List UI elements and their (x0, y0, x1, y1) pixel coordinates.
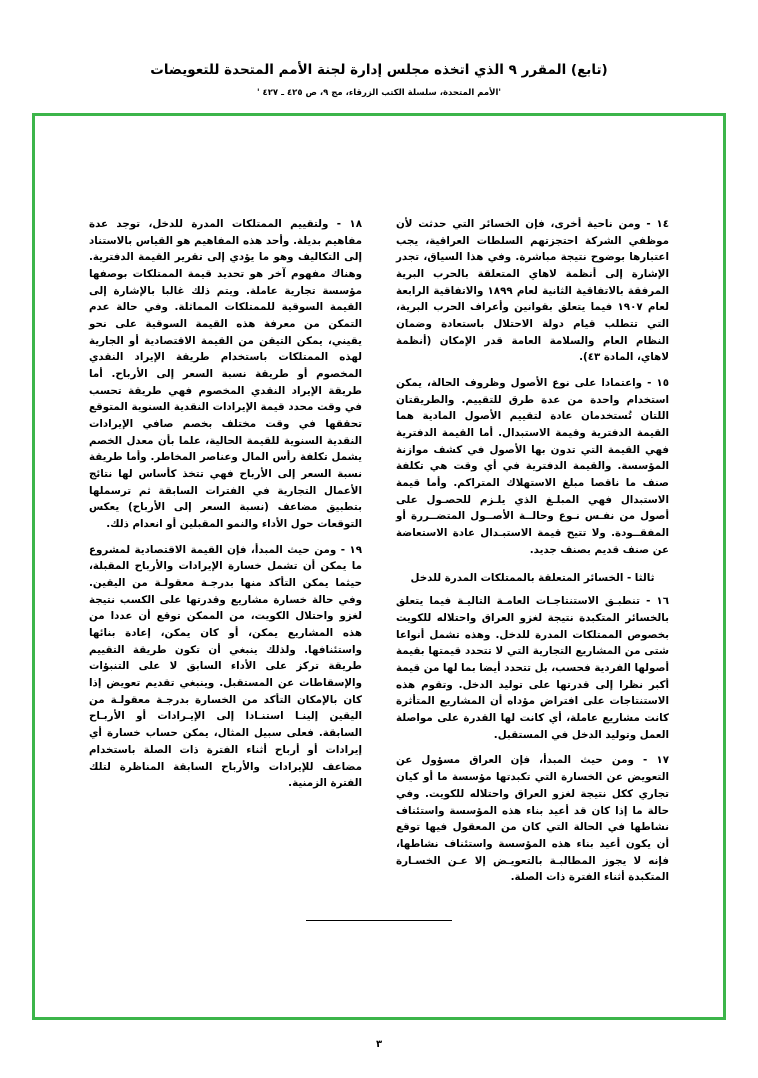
page-title: (تابع) المقرر ٩ الذي اتخذه مجلس إدارة لجنة الأمم المتحدة للتعويضات (150, 62, 608, 78)
page-subtitle: 'الأمم المتحدة، سلسلة الكتب الزرقاء، مج ٩، ص ٤٢٥ ـ ٤٢٧ ' (256, 88, 502, 98)
content-frame (32, 113, 726, 1020)
column-right (396, 216, 669, 895)
column-left (89, 216, 362, 895)
rule-line (306, 920, 452, 921)
paragraph-15: ١٥ - واعتمادا على نوع الأصول وظروف الحالة، يمكن استخدام واحدة من عدة طرق للتقييم. والطريقتان اللتان تُستخدمان عادة لتقييم الأصول المادية هما القيمة الدفترية وقيمة الاستبدال. أما القيمة الدفترية فهي القيمة التي تدون بها الأصول في كشف موازنة المؤسسة. والقيمة الدفترية في أي وقت هي تكلفة صنف ما ناقصا مبلغ الاستهلاك المتراكم. وأما قيمة الاستبدال فهي المبلـغ الذي يلـزم للحصـول على أصول من نفـس نـوع وحالــة الأصــول المتضــررة أو المفقــودة. ولا تتيح قيمة الاستبـدال عادة الاستعاضة عن صنف قديم بصنف جديد. (396, 377, 669, 556)
paragraph-19: ١٩ - ومن حيث المبدأ، فإن القيمة الاقتصادية لمشروع ما يمكن أن تشمل خسارة الإيرادات والأرباح المقبلة، حيثما يمكن التأكد منها بدرجـة معقولـة من اليقين. وفي حالة خسارة مشاريع وقدرتها على الكسب نتيجة لغزو واحتلال الكويت، من الممكن توقع أن عددا من هذه المشاريع يمكن، أو كان يمكن، إعادة بنائها واستئنافها. ولذلك ينبغي أن تكون طريقة التقييم طريقة تركز على الأداء السابق لا على التنبؤات والإسقاطات عن المستقبل. وينبغي تقديم تعويض إذا كان بالإمكان التأكد من الخسارة بدرجـة معقولـة من اليقين إلينـا استنـادا إلى الإيـرادات أو الأربـاح السابقة. فعلى سبيل المثال، يمكن حساب خسارة أي إيرادات أو أرباح أثناء الفترة ذات الصلة باستخدام مضاعف للإيرادات والأرباح السابقة المناظرة لتلك الفترة الزمنية. (89, 543, 362, 790)
paragraph-17: ١٧ - ومن حيث المبدأ، فإن العراق مسؤول عن التعويض عن الخسارة التي تكبدتها مؤسسة ما أو كيان تجاري ككل نتيجة لغزو العراق واحتلاله للكويت. وفي حالة ما إذا كان قد أعيد بناء هذه المؤسسة واستئناف نشاطها في الحالة التي كان من المعقول فيها توقع أن يكون أعيد بناء هذه المؤسسة واستئناف نشاطها، فإنه لا يجوز المطالبـة بالتعويـض إلا عـن الخسـارة المتكبدة أثناء الفترة ذات الصلة. (396, 754, 669, 884)
section-heading-thirdly: ثالثا - الخسائر المتعلقة بالممتلكات المدرة للدخل (410, 572, 655, 585)
paragraph-16: ١٦ - تنطبـق الاستنتاجـات العامـة التاليـة فيما يتعلق بالخسائر المتكبدة نتيجة لغزو العراق واحتلاله للكويت بخصوص الممتلكات المدرة للدخل. وهذه تشمل أنواعا شتى من المشاريع التجارية التي لا تتحدد قيمتها بقيمة أصولها الفردية فحسب، بل تتحدد أيضا بما لها من قيمة أكبر نظرا إلى قدرتها على توليد الدخل. وتقوم هذه الاستنتاجات على افتراض مؤداه أن المشاريع المتأثرة كانت مشاريع عاملة، أي كانت لها القدرة على مواصلة العمل وتوليد الدخل في المستقبل. (396, 595, 669, 741)
two-column-body (89, 216, 669, 895)
paragraph-14: ١٤ - ومن ناحية أخرى، فإن الخسائر التي حدثت لأن موظفي الشركة احتجزتهم السلطات العراقية، يجب اعتبارها بوضوح نتيجة مباشرة. وفي هذا السياق، تجدر الإشارة إلى أنظمة لاهاي المتعلقة بالحرب البرية المرفقة بالاتفاقية الثانية لعام ١٨٩٩ والاتفاقية الرابعة لعام ١٩٠٧ فيما يتعلق بقوانين وأعراف الحرب البرية، التي تتطلب قيام دولة الاحتلال باستعادة وضمان النظام العام والسلامة العامة قدر الإمكان (أنظمة لاهاي، المادة ٤٣). (396, 218, 670, 364)
paragraph-18: ١٨ - ولتقييم الممتلكات المدرة للدخل، توجد عدة مفاهيم بديلة. وأحد هذه المفاهيم هو القياس بالاستناد إلى التكاليف وهو ما يؤدي إلى تقرير القيمة الدفترية. وهناك مفهوم آخر هو تحديد قيمة الممتلكات بوصفها مؤسسة تجارية عاملة. ويتم ذلك غالبا بالإشارة إلى القيمة السوقية للممتلكات المماثلة. وفي حالة عدم التمكن من معرفة هذه القيمة السوقية على نحو يقيني، يمكن التيقن من القيمة الاقتصادية أو الجارية لهذه الممتلكات باستخدام طريقة الإيراد النقدي المخصوم أو طريقة نسبة السعر إلى الأرباح. أما طريقة الإيراد النقدي المخصوم فهي طريقة تحسب في وقت محدد قيمة الإيرادات النقدية السنوية المتوقع تحققها في وقت مختلف بخصم صافي الإيرادات النقدية السنوية للقيمة الحالية، علما بأن معدل الخصم يشمل تكلفة رأس المال وعناصر المخاطر. وأما طريقة نسبة السعر إلى الأرباح فهي تتخذ كأساس لها نتائج الأعمال التجارية في الفترات السابقة ثم ترسملها بتطبيق مضاعف (نسبة السعر إلى الأرباح) يعكس التوقعات حول الأداء والنمو المقبلين أو انعدام ذلك. (89, 218, 362, 531)
page-number: ٣ (375, 1039, 383, 1050)
horizontal-rule (35, 920, 723, 921)
